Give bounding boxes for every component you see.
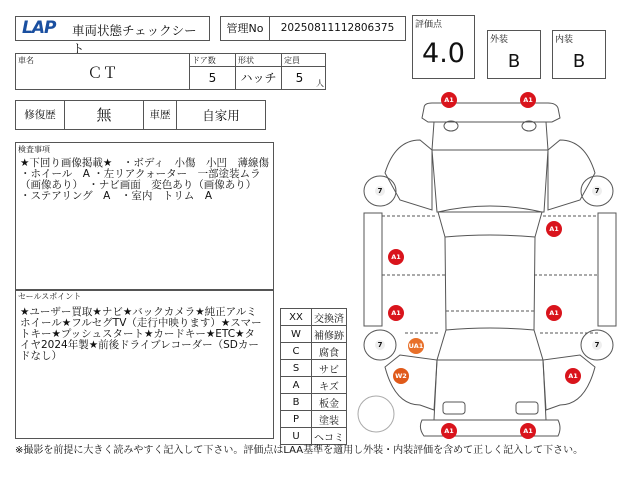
inspection-line: ・ステアリング A ・室内 トリム A (20, 190, 213, 202)
capacity-label: 定員 (284, 56, 300, 65)
doors-value: 5 (208, 70, 217, 85)
tire-rear-right: 7 (592, 340, 602, 350)
sales-point-label: セールスポイント (18, 292, 82, 301)
damage-mark[interactable]: A1 (520, 423, 536, 439)
inspection-line: ・ホイール A ・左リアクォーター 一部塗装ムラ (20, 168, 261, 180)
sheet-title: 車両状態チェックシート (72, 23, 197, 56)
damage-mark[interactable]: A1 (520, 92, 536, 108)
sales-line: ホイール★フルセグTV（走行中映ります）★スマー (20, 317, 262, 329)
sales-line: トキー★プッシュスタート★カードキー★ETC★タ (20, 328, 255, 340)
usage-value: 自家用 (202, 107, 240, 123)
overall-score: 4.0 (422, 37, 465, 69)
interior-score: B (572, 50, 586, 72)
footer-note: ※撮影を前提に大きく読みやすく記入して下さい。評価点はLAA基準を適用し外装・内装評価を含めて正しく記入して下さい。 (15, 445, 584, 456)
car-name: ＣＴ (87, 63, 118, 82)
lap-logo: LAP (22, 18, 56, 38)
damage-mark[interactable]: UA1 (408, 338, 424, 354)
inspection-label: 検査事項 (18, 145, 50, 154)
car-name-label: 車名 (18, 56, 34, 65)
damage-mark[interactable]: A1 (441, 423, 457, 439)
damage-mark[interactable]: A1 (388, 305, 404, 321)
mgmt-no-label: 管理No (226, 22, 264, 35)
damage-mark[interactable]: A1 (441, 92, 457, 108)
overall-score-label: 評価点 (415, 20, 443, 30)
capacity-value: 5 (295, 70, 304, 85)
legend-row: P 塗装 (281, 410, 346, 427)
inspection-line: （画像あり） ・ナビ画面 変色あり（画像あり） (20, 179, 257, 191)
tire-front-right: 7 (592, 186, 602, 196)
damage-mark[interactable]: A1 (546, 221, 562, 237)
repair-label: 修復歴 (24, 109, 56, 121)
sales-line: ★ユーザー買取★ナビ★バックカメラ★純正アルミ (20, 306, 257, 318)
legend-row: S サビ (281, 359, 346, 376)
damage-mark[interactable]: A1 (388, 249, 404, 265)
exterior-label: 外装 (490, 35, 509, 45)
damage-mark[interactable]: A1 (546, 305, 562, 321)
shape-label: 形状 (238, 56, 254, 65)
tire-rear-left: 7 (375, 340, 385, 350)
interior-label: 内装 (555, 35, 574, 45)
legend-row: U ヘコミ (281, 427, 346, 444)
shape-value: ハッチ (240, 71, 277, 85)
legend-row: XX 交換済 (281, 309, 346, 325)
inspection-line: ★下回り画像掲載★ ・ボディ 小傷 小凹 薄線傷 (20, 157, 269, 169)
usage-label: 車歴 (149, 109, 171, 121)
tire-front-left: 7 (375, 186, 385, 196)
repair-value: 無 (96, 106, 112, 124)
sales-line: ドなし） (20, 350, 62, 362)
mgmt-no-value: 20250811112806375 (280, 22, 395, 34)
damage-mark[interactable]: W2 (393, 368, 409, 384)
capacity-unit: 人 (316, 79, 324, 88)
legend-row: C 腐食 (281, 342, 346, 359)
legend-row: B 板金 (281, 393, 346, 410)
doors-label: ドア数 (192, 56, 216, 65)
damage-mark[interactable]: A1 (565, 368, 581, 384)
exterior-score: B (507, 50, 521, 72)
legend-row: W 補修跡 (281, 325, 346, 342)
legend-row: A キズ (281, 376, 346, 393)
sales-line: イヤ2024年製★前後ドライブレコーダー（SDカー (20, 339, 259, 351)
